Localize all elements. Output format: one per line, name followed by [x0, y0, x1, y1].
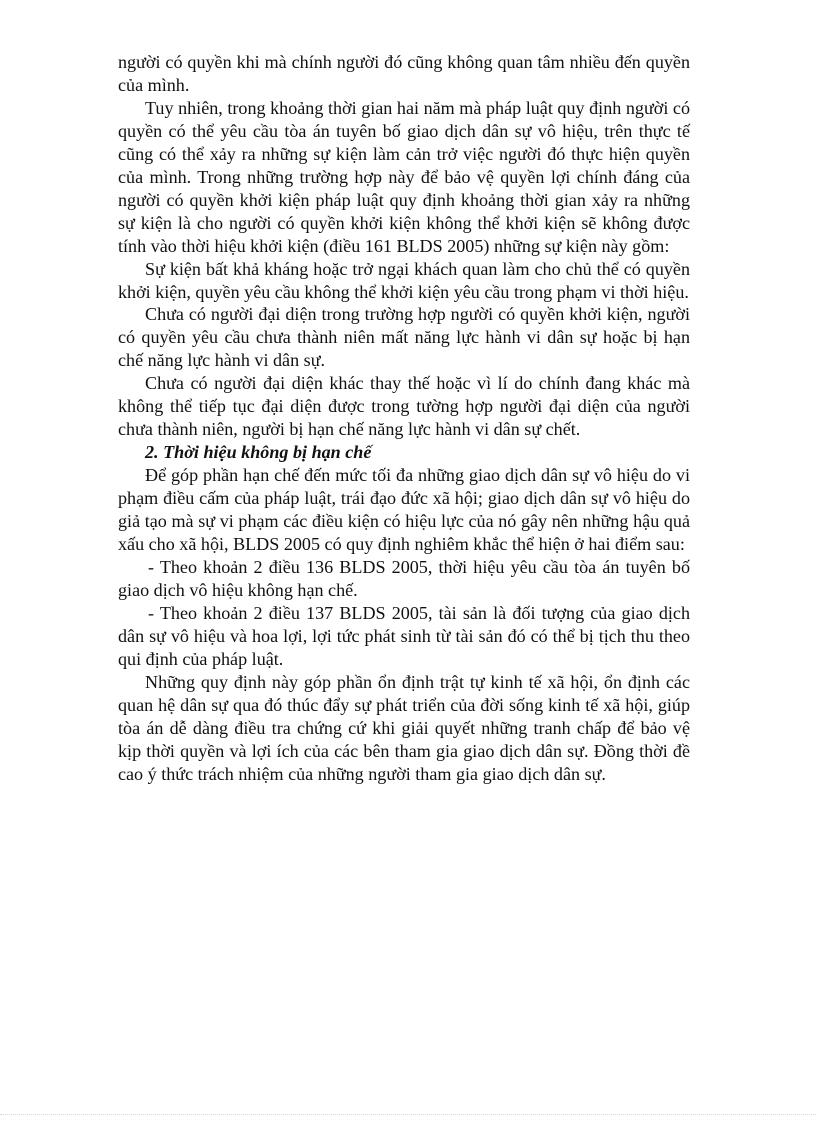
- paragraph-limitation-period: Tuy nhiên, trong khoảng thời gian hai năm mà pháp luật quy định người có quyền có thể yêu cầu tòa án tuyên bố giao dịch dân sự vô hiệu, trên thực tế cũng có thể xảy ra những sự kiện làm cản trở việc người đó thực hiện quyền của mình. Trong những trường hợp này để bảo vệ quyền lợi chính đáng của người có quyền khởi kiện pháp luật quy định khoảng thời gian xảy ra những sự kiện là cho người có quyền khởi kiện không thể khởi kiện sẽ không được tính vào thời hiệu khởi kiện (điều 161 BLDS 2005) những sự kiện này gồm:: [118, 97, 690, 256]
- list-item-article-136: - Theo khoản 2 điều 136 BLDS 2005, thời hiệu yêu cầu tòa án tuyên bố giao dịch vô hiệu không hạn chế.: [118, 556, 690, 600]
- paragraph-unlimited-period: Để góp phần hạn chế đến mức tối đa những giao dịch dân sự vô hiệu do vi phạm điều cấm của pháp luật, trái đạo đức xã hội; giao dịch dân sự vô hiệu do giả tạo mà sự vi phạm các điều kiện có hiệu lực của nó gây nên những hậu quả xấu cho xã hội, BLDS 2005 có quy định nghiêm khắc thể hiện ở hai điểm sau:: [118, 465, 690, 555]
- paragraph-continuation: người có quyền khi mà chính người đó cũng không quan tâm nhiều đến quyền của mình.: [118, 52, 690, 95]
- document-page: [118, 51, 690, 786]
- section-heading: 2. Thời hiệu không bị hạn chế: [145, 442, 372, 463]
- page-bottom-divider: [0, 1114, 816, 1115]
- paragraph-no-replacement-representative: Chưa có người đại diện khác thay thế hoặc vì lí do chính đang khác mà không thể tiếp tục đại diện được trong tường hợp người đại diện của người chưa thành niên, người bị hạn chế năng lực hành vi dân sự chết.: [118, 373, 690, 440]
- paragraph-no-representative: Chưa có người đại diện trong trường hợp người có quyền khởi kiện, người có quyền yêu cầu chưa thành niên mất năng lực hành vi dân sự hoặc bị hạn chế năng lực hành vi dân sự.: [118, 304, 690, 371]
- paragraph-force-majeure: Sự kiện bất khả kháng hoặc trở ngại khách quan làm cho chủ thể có quyền khởi kiện, quyền yêu cầu không thể khởi kiện yêu cầu trong phạm vi thời hiệu.: [118, 258, 690, 302]
- list-item-article-137: - Theo khoản 2 điều 137 BLDS 2005, tài sản là đối tượng của giao dịch dân sự vô hiệu và hoa lợi, lợi tức phát sinh từ tài sản đó có thể bị tịch thu theo qui định của pháp luật.: [118, 602, 690, 669]
- paragraph-conclusion: Những quy định này góp phần ổn định trật tự kinh tế xã hội, ổn định các quan hệ dân sự qua đó thúc đẩy sự phát triển của đời sống kinh tế xã hội, giúp tòa án dễ dàng điều tra chứng cứ khi giải quyết những tranh chấp để bảo vệ kịp thời quyền và lợi ích của các bên tham gia giao dịch dân sự. Đồng thời đề cao ý thức trách nhiệm của những người tham gia giao dịch dân sự.: [118, 671, 690, 784]
